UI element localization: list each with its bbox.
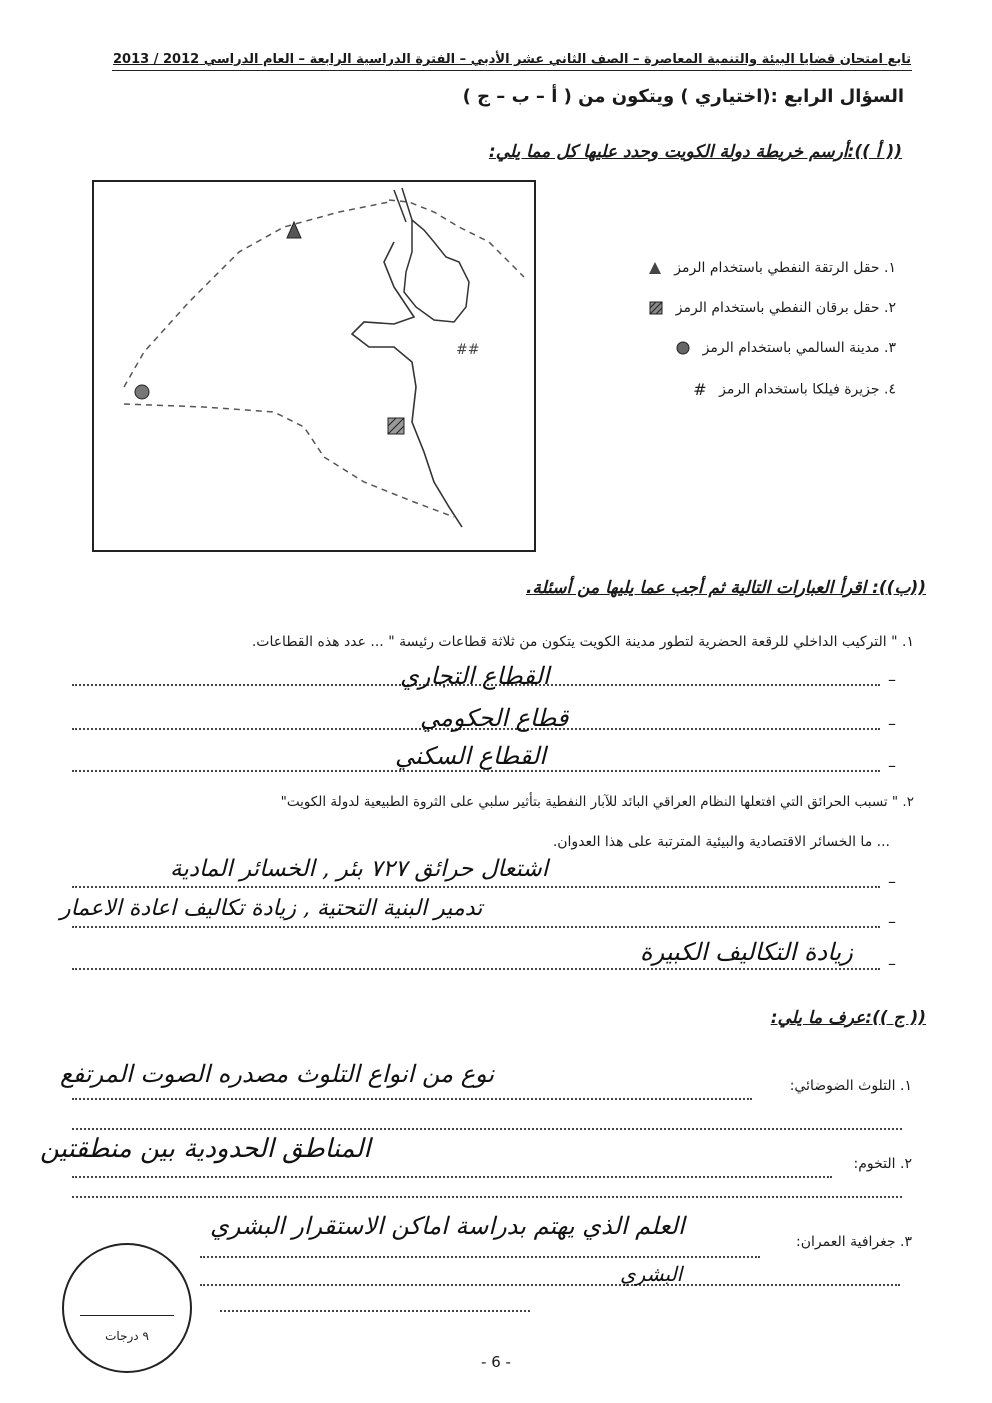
hatched-square-icon	[649, 301, 663, 315]
handwritten-answer-b2-2: تدمير البنية التحتية , زيادة تكاليف اعادة الاعمار	[60, 896, 483, 921]
bubiyan-island	[404, 220, 469, 322]
handwritten-answer-b2-3: زيادة التكاليف الكبيرة	[640, 938, 853, 966]
failaka-hash-symbol: ##	[456, 342, 480, 358]
grade-stamp	[62, 1243, 192, 1373]
answer-line	[220, 1310, 530, 1312]
b-question-2-line-1: ٢. " تسبب الحرائق التي افتعلها النظام العراقي البائد للآبار النفطية بتأثير سلبي على الثروة الطبيعية لدولة الكويت"	[280, 794, 914, 810]
triangle-icon	[648, 261, 662, 275]
c-term-2: ٢. التخوم:	[853, 1156, 912, 1172]
page-number: - 6 -	[481, 1353, 511, 1371]
border-dashed-north	[124, 202, 389, 387]
section-a-title: (( أ )):أرسم خريطة دولة الكويت وحدد عليها كل مما يلي:	[488, 142, 902, 162]
filled-circle-icon	[676, 341, 690, 355]
b-question-1: ١. " التركيب الداخلي للرقعة الحضرية لتطور مدينة الكويت يتكون من ثلاثة قطاعات رئيسة " ... عدد هذه القطاعات.	[251, 634, 914, 650]
salmi-circle-icon	[135, 385, 149, 399]
shatt-channel	[394, 188, 412, 222]
kuwait-map-sketch	[94, 182, 534, 550]
answer-dash: –	[888, 756, 896, 775]
stamp-grade-text: ٩ درجات	[105, 1329, 149, 1343]
answer-line	[200, 1256, 760, 1258]
ratqa-triangle-icon	[287, 222, 301, 238]
answer-line	[72, 1128, 902, 1130]
question-title: السؤال الرابع :(اختياري ) ويتكون من ( أ – ب – ج )	[462, 86, 904, 107]
kuwait-coastline	[352, 242, 462, 527]
legend-item-2: ٢. حقل برقان النفطي باستخدام الرمز	[649, 300, 896, 316]
handwritten-definition-2: المناطق الحدودية بين منطقتين	[40, 1134, 371, 1164]
answer-line	[72, 926, 880, 928]
answer-line	[72, 1098, 752, 1100]
answer-line	[72, 1176, 832, 1178]
legend-item-1: ١. حقل الرتقة النفطي باستخدام الرمز	[648, 260, 896, 276]
section-c-title: (( ج )):عرف ما يلي:	[770, 1008, 926, 1028]
kuwait-map-box	[92, 180, 536, 552]
hash-symbol-icon: #	[693, 380, 707, 399]
b-question-2-line-2: ... ما الخسائر الاقتصادية والبيئية المترتبة على هذا العدوان.	[552, 834, 890, 850]
c-term-1: ١. التلوث الضوضائي:	[789, 1078, 912, 1094]
answer-line	[72, 968, 880, 970]
answer-line	[72, 1196, 902, 1198]
answer-dash: –	[888, 954, 896, 973]
c-term-3: ٣. جغرافية العمران:	[796, 1234, 912, 1250]
answer-dash: –	[888, 714, 896, 733]
answer-line	[200, 1284, 900, 1286]
answer-dash: –	[888, 872, 896, 891]
legend-item-4: ٤. جزيرة فيلكا باستخدام الرمز #	[693, 380, 896, 399]
handwritten-answer-b1-3: القطاع السكني	[395, 742, 546, 770]
answer-dash: –	[888, 670, 896, 689]
handwritten-answer-b2-1: اشتعال حرائق ٧٢٧ بئر , الخسائر المادية	[170, 856, 549, 882]
handwritten-answer-b1-1: القطاع التجاري	[400, 662, 550, 690]
handwritten-definition-3: العلم الذي يهتم بدراسة اماكن الاستقرار البشري	[210, 1212, 685, 1240]
section-b-title: ((ب)): اقرأ العبارات التالية ثم أجب عما يليها من أسئلة.	[525, 578, 926, 598]
handwritten-definition-1: نوع من انواع التلوث مصدره الصوت المرتفع	[60, 1060, 495, 1088]
legend-item-3: ٣. مدينة السالمي باستخدام الرمز	[676, 340, 896, 356]
header-underline	[112, 70, 912, 71]
stamp-score-line	[80, 1315, 174, 1316]
handwritten-answer-b1-2: قطاع الحكومي	[420, 704, 569, 732]
handwritten-definition-3-continued: البشري	[620, 1262, 683, 1286]
exam-header: تابع امتحان قضايا البيئة والتنمية المعاصرة – الصف الثاني عشر الأدبي – الفترة الدراسية الرابعة – العام الدراسي 2012 / 2013	[112, 52, 911, 67]
burgan-square-icon	[388, 418, 404, 434]
answer-line	[72, 886, 880, 888]
answer-line	[72, 770, 880, 772]
answer-dash: –	[888, 912, 896, 931]
